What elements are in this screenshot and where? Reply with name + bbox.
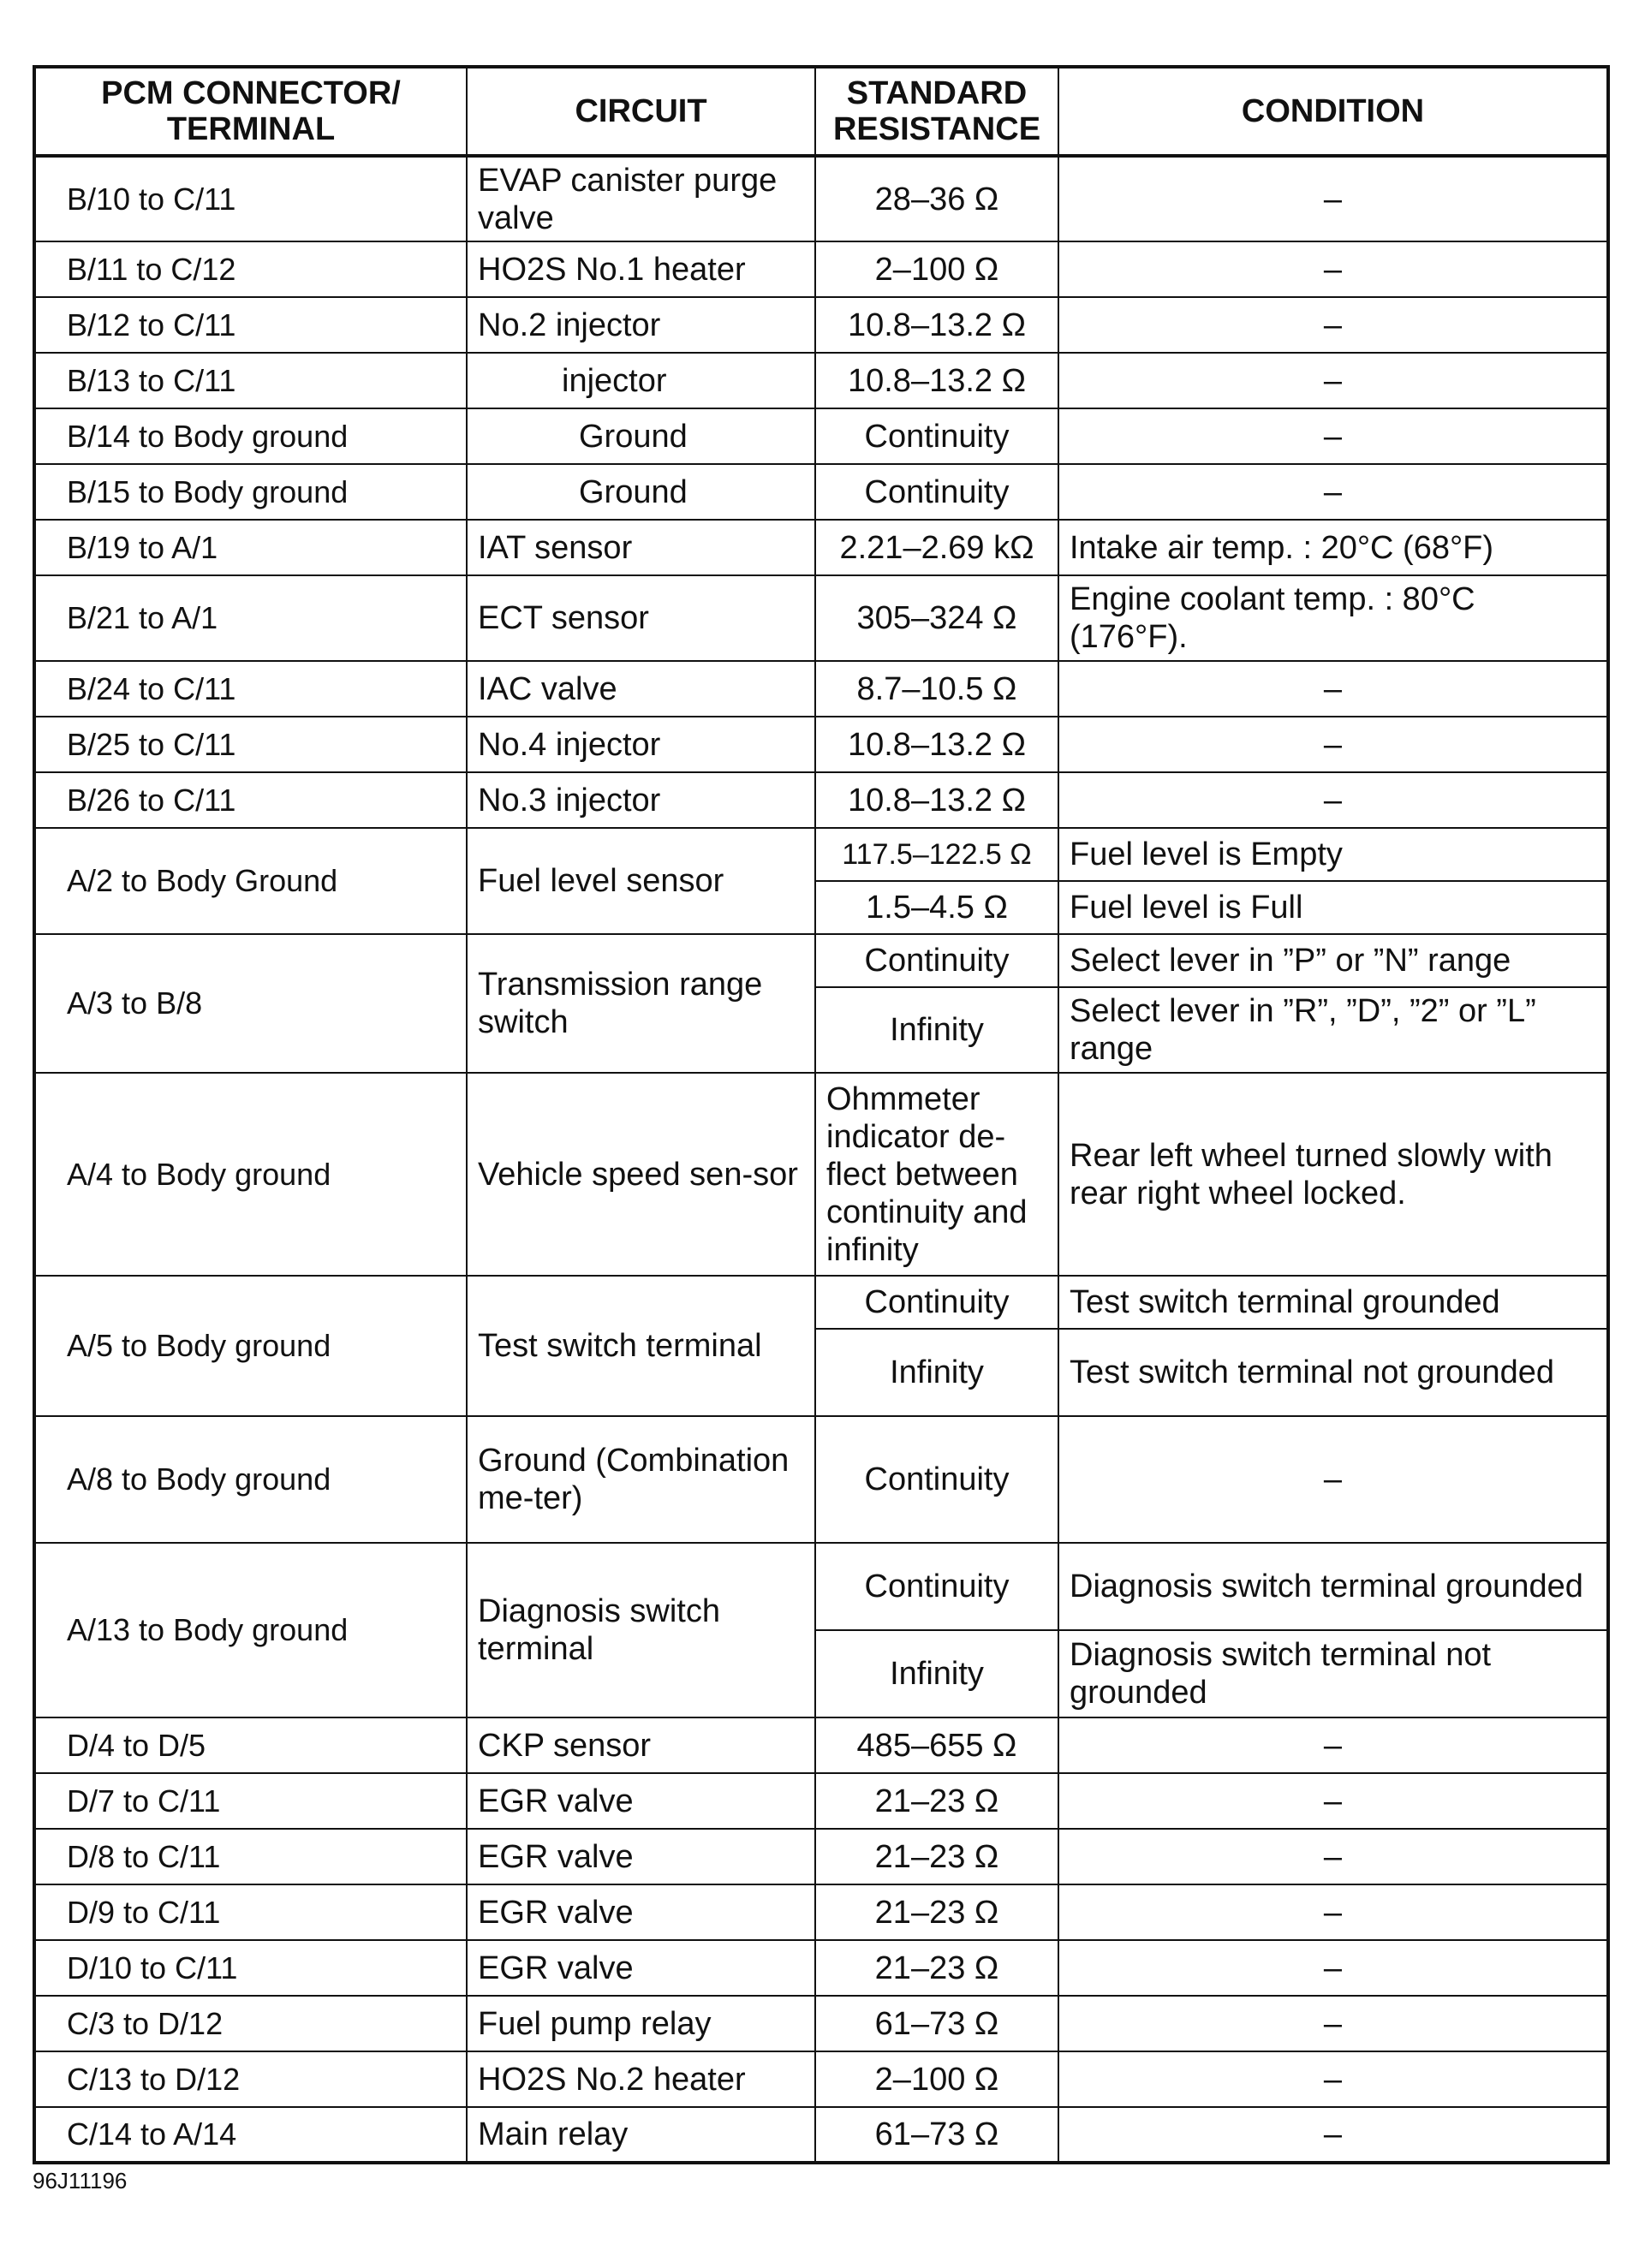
table-row <box>34 156 1608 241</box>
circuit-cell: EGR valve <box>467 1773 815 1829</box>
figure-code: 96J11196 <box>33 2168 128 2194</box>
table-row <box>34 1416 1608 1543</box>
table-row <box>34 772 1608 828</box>
terminal-cell: A/2 to Body Ground <box>34 828 467 934</box>
condition-cell: Diagnosis switch terminal grounded <box>1058 1543 1608 1630</box>
resistance-cell: 2.21–2.69 kΩ <box>815 520 1058 575</box>
circuit-cell: Test switch terminal <box>467 1276 815 1416</box>
terminal-cell: B/25 to C/11 <box>34 717 467 772</box>
circuit-cell: ECT sensor <box>467 575 815 661</box>
circuit-cell: Diagnosis switch terminal <box>467 1543 815 1717</box>
table-row <box>34 520 1608 575</box>
terminal-cell: C/3 to D/12 <box>34 1996 467 2051</box>
pcm-resistance-table <box>33 65 1610 2164</box>
circuit-cell: No.2 injector <box>467 297 815 353</box>
circuit-cell: EVAP canister purge valve <box>467 156 815 241</box>
condition-cell: – <box>1058 772 1608 828</box>
table-header-row <box>34 67 1608 156</box>
resistance-cell: Infinity <box>815 1329 1058 1416</box>
circuit-cell: Fuel level sensor <box>467 828 815 934</box>
table-row <box>34 1940 1608 1996</box>
condition-cell: – <box>1058 2051 1608 2107</box>
circuit-cell: Ground (Combination me-ter) <box>467 1416 815 1543</box>
terminal-cell: B/13 to C/11 <box>34 353 467 408</box>
condition-cell: – <box>1058 353 1608 408</box>
table-row <box>34 1773 1608 1829</box>
circuit-cell: IAT sensor <box>467 520 815 575</box>
resistance-cell: Continuity <box>815 934 1058 987</box>
condition-cell: Fuel level is Empty <box>1058 828 1608 881</box>
circuit-cell: CKP sensor <box>467 1717 815 1773</box>
table-row <box>34 717 1608 772</box>
table-row <box>34 2107 1608 2163</box>
condition-cell: – <box>1058 2107 1608 2163</box>
resistance-cell: Continuity <box>815 1416 1058 1543</box>
circuit-cell: Ground <box>467 408 815 464</box>
terminal-cell: B/15 to Body ground <box>34 464 467 520</box>
terminal-cell: A/3 to B/8 <box>34 934 467 1073</box>
condition-cell: – <box>1058 408 1608 464</box>
terminal-cell: D/9 to C/11 <box>34 1884 467 1940</box>
resistance-cell: Continuity <box>815 1276 1058 1329</box>
table-row <box>34 1276 1608 1329</box>
circuit-cell: EGR valve <box>467 1884 815 1940</box>
condition-cell: Rear left wheel turned slowly with rear right wheel locked. <box>1058 1073 1608 1276</box>
condition-cell: Select lever in ”P” or ”N” range <box>1058 934 1608 987</box>
resistance-cell: 21–23 Ω <box>815 1773 1058 1829</box>
resistance-cell: Ohmmeter indicator de-flect between continuity and infinity <box>815 1073 1058 1276</box>
terminal-cell: B/11 to C/12 <box>34 241 467 297</box>
table-row <box>34 1996 1608 2051</box>
condition-cell: – <box>1058 661 1608 717</box>
table-row <box>34 1073 1608 1276</box>
terminal-cell: D/7 to C/11 <box>34 1773 467 1829</box>
condition-cell: Test switch terminal grounded <box>1058 1276 1608 1329</box>
terminal-cell: B/12 to C/11 <box>34 297 467 353</box>
table-row <box>34 1884 1608 1940</box>
resistance-cell: 28–36 Ω <box>815 156 1058 241</box>
resistance-cell: Continuity <box>815 1543 1058 1630</box>
condition-cell: Intake air temp. : 20°C (68°F) <box>1058 520 1608 575</box>
condition-cell: – <box>1058 241 1608 297</box>
resistance-cell: 485–655 Ω <box>815 1717 1058 1773</box>
resistance-cell: 1.5–4.5 Ω <box>815 881 1058 934</box>
circuit-cell: EGR valve <box>467 1829 815 1884</box>
condition-cell: Fuel level is Full <box>1058 881 1608 934</box>
terminal-cell: A/8 to Body ground <box>34 1416 467 1543</box>
condition-cell: – <box>1058 156 1608 241</box>
circuit-cell: Main relay <box>467 2107 815 2163</box>
terminal-cell: B/19 to A/1 <box>34 520 467 575</box>
table-row <box>34 2051 1608 2107</box>
table-row <box>34 408 1608 464</box>
circuit-cell: EGR valve <box>467 1940 815 1996</box>
condition-cell: – <box>1058 1940 1608 1996</box>
resistance-cell: 21–23 Ω <box>815 1829 1058 1884</box>
table-row <box>34 353 1608 408</box>
condition-cell: – <box>1058 1996 1608 2051</box>
circuit-cell: IAC valve <box>467 661 815 717</box>
circuit-cell: No.4 injector <box>467 717 815 772</box>
table-row <box>34 1829 1608 1884</box>
condition-cell: – <box>1058 717 1608 772</box>
header-circuit: CIRCUIT <box>467 67 815 156</box>
resistance-cell: 2–100 Ω <box>815 241 1058 297</box>
circuit-cell: Fuel pump relay <box>467 1996 815 2051</box>
table-row <box>34 297 1608 353</box>
table-row <box>34 934 1608 987</box>
table-row <box>34 1717 1608 1773</box>
table-row <box>34 575 1608 661</box>
condition-cell: Test switch terminal not grounded <box>1058 1329 1608 1416</box>
terminal-cell: B/21 to A/1 <box>34 575 467 661</box>
terminal-cell: C/14 to A/14 <box>34 2107 467 2163</box>
condition-cell: – <box>1058 1416 1608 1543</box>
condition-cell: – <box>1058 464 1608 520</box>
terminal-cell: A/4 to Body ground <box>34 1073 467 1276</box>
condition-cell: – <box>1058 1773 1608 1829</box>
table-row <box>34 828 1608 881</box>
header-terminal: PCM CONNECTOR/ TERMINAL <box>34 67 467 156</box>
condition-cell: – <box>1058 297 1608 353</box>
resistance-cell: 10.8–13.2 Ω <box>815 717 1058 772</box>
circuit-cell: HO2S No.1 heater <box>467 241 815 297</box>
terminal-cell: A/13 to Body ground <box>34 1543 467 1717</box>
resistance-cell: Continuity <box>815 464 1058 520</box>
resistance-cell: 10.8–13.2 Ω <box>815 353 1058 408</box>
terminal-cell: B/10 to C/11 <box>34 156 467 241</box>
condition-cell: – <box>1058 1829 1608 1884</box>
table-row <box>34 1543 1608 1630</box>
terminal-cell: D/8 to C/11 <box>34 1829 467 1884</box>
condition-cell: – <box>1058 1717 1608 1773</box>
circuit-cell: HO2S No.2 heater <box>467 2051 815 2107</box>
circuit-cell: Transmission range switch <box>467 934 815 1073</box>
resistance-cell: 10.8–13.2 Ω <box>815 297 1058 353</box>
circuit-cell: No.3 injector <box>467 772 815 828</box>
terminal-cell: B/26 to C/11 <box>34 772 467 828</box>
terminal-cell: D/4 to D/5 <box>34 1717 467 1773</box>
circuit-cell: Vehicle speed sen-sor <box>467 1073 815 1276</box>
resistance-cell: 305–324 Ω <box>815 575 1058 661</box>
table-row <box>34 464 1608 520</box>
resistance-cell: 21–23 Ω <box>815 1940 1058 1996</box>
resistance-spec-table-sheet <box>33 65 1606 2164</box>
header-resistance: STANDARD RESISTANCE <box>815 67 1058 156</box>
table-row <box>34 661 1608 717</box>
resistance-cell: 61–73 Ω <box>815 2107 1058 2163</box>
resistance-cell: 8.7–10.5 Ω <box>815 661 1058 717</box>
resistance-cell: Infinity <box>815 987 1058 1073</box>
terminal-cell: A/5 to Body ground <box>34 1276 467 1416</box>
table-row <box>34 241 1608 297</box>
header-condition: CONDITION <box>1058 67 1608 156</box>
terminal-cell: B/14 to Body ground <box>34 408 467 464</box>
condition-cell: Select lever in ”R”, ”D”, ”2” or ”L” range <box>1058 987 1608 1073</box>
condition-cell: Engine coolant temp. : 80°C (176°F). <box>1058 575 1608 661</box>
terminal-cell: B/24 to C/11 <box>34 661 467 717</box>
resistance-cell: 61–73 Ω <box>815 1996 1058 2051</box>
resistance-cell: 2–100 Ω <box>815 2051 1058 2107</box>
terminal-cell: C/13 to D/12 <box>34 2051 467 2107</box>
resistance-cell: 117.5–122.5 Ω <box>815 828 1058 881</box>
resistance-cell: 21–23 Ω <box>815 1884 1058 1940</box>
circuit-cell: Ground <box>467 464 815 520</box>
circuit-cell: injector <box>467 353 815 408</box>
resistance-cell: Continuity <box>815 408 1058 464</box>
resistance-cell: Infinity <box>815 1630 1058 1717</box>
condition-cell: Diagnosis switch terminal not grounded <box>1058 1630 1608 1717</box>
condition-cell: – <box>1058 1884 1608 1940</box>
terminal-cell: D/10 to C/11 <box>34 1940 467 1996</box>
resistance-cell: 10.8–13.2 Ω <box>815 772 1058 828</box>
